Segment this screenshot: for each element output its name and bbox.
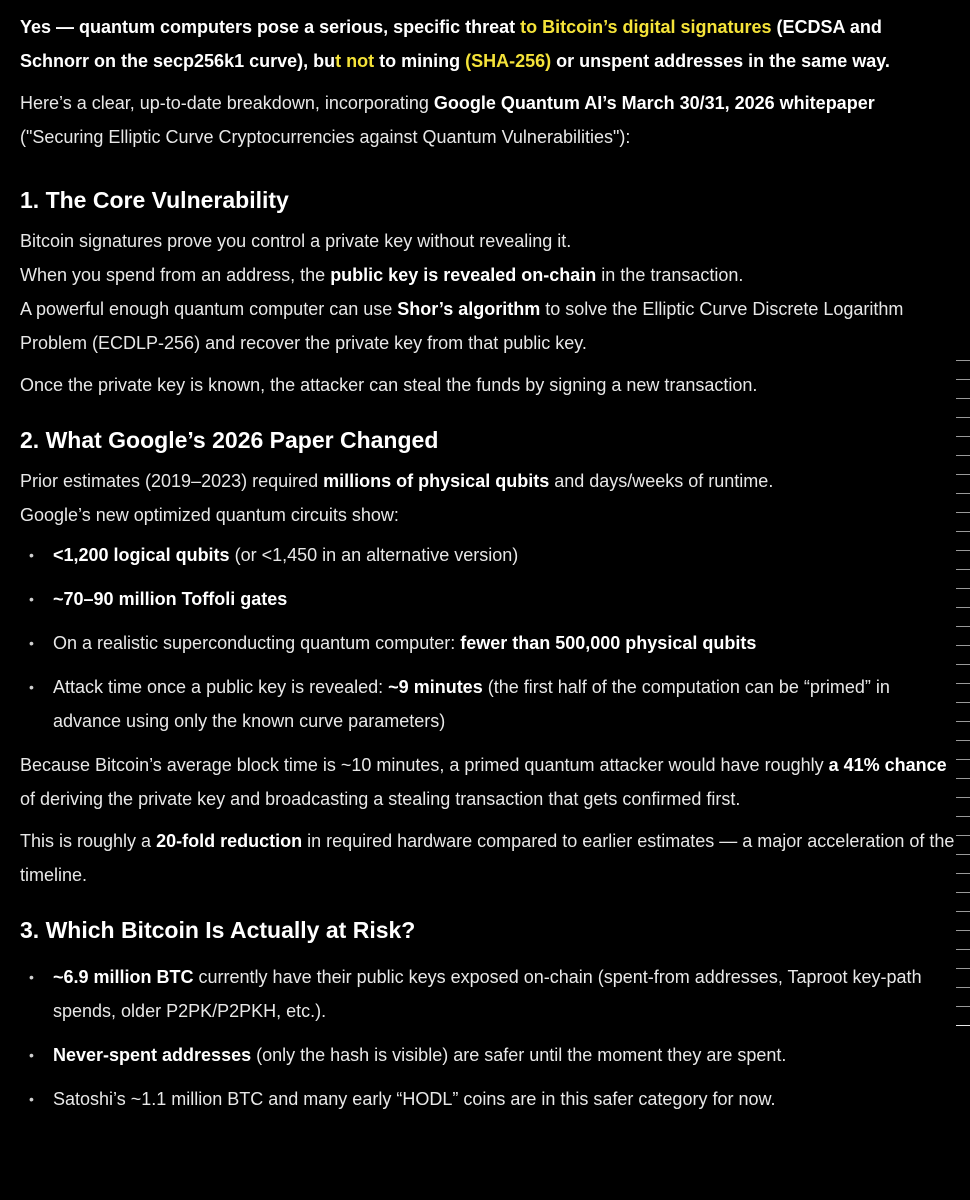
private-key-paragraph: Once the private key is known, the attacker can steal the funds by signing a new transaction.	[20, 375, 758, 395]
scroll-marker[interactable]	[956, 417, 970, 418]
scroll-marker[interactable]	[956, 987, 970, 988]
scroll-marker[interactable]	[956, 531, 970, 532]
scroll-marker[interactable]	[956, 683, 970, 684]
scroll-marker[interactable]	[956, 626, 970, 627]
scroll-marker[interactable]	[956, 721, 970, 722]
risk-list	[20, 960, 955, 1116]
scroll-marker[interactable]	[956, 436, 970, 437]
highlight-digital-signatures: to Bitcoin’s digital signatures	[520, 17, 772, 37]
response-content	[20, 10, 955, 1126]
scroll-marker[interactable]	[956, 588, 970, 589]
list-item: • Never-spent addresses (only the hash is visible) are safer until the moment they are spent.	[20, 1038, 955, 1072]
scroll-marker[interactable]	[956, 1025, 970, 1026]
highlight-sha256: (SHA-256)	[465, 51, 552, 71]
scroll-marker[interactable]	[956, 398, 970, 399]
bullet-icon: •	[29, 547, 34, 563]
bullet-icon: •	[29, 635, 34, 651]
scroll-marker[interactable]	[956, 664, 970, 665]
scroll-marker[interactable]	[956, 873, 970, 874]
scroll-marker[interactable]	[956, 379, 970, 380]
highlight-not: t not	[335, 51, 375, 71]
scroll-marker[interactable]	[956, 892, 970, 893]
list-item: • ~70–90 million Toffoli gates	[20, 582, 955, 616]
scroll-marker[interactable]	[956, 645, 970, 646]
bullet-icon: •	[29, 679, 34, 695]
scroll-marker[interactable]	[956, 702, 970, 703]
list-item: • ~6.9 million BTC currently have their public keys exposed on-chain (spent-from addresses, Taproot key-path spends, older P2PK/P2PKH, etc.).	[20, 960, 955, 1028]
scroll-marker[interactable]	[956, 816, 970, 817]
list-item: • Satoshi’s ~1.1 million BTC and many early “HODL” coins are in this safer category for now.	[20, 1082, 955, 1116]
intro-paragraph: Yes — quantum computers pose a serious, specific threat to Bitcoin’s digital signatures (ECDSA and Schnorr on the secp256k1 curve), but not to mining (SHA-256) or unspent addresses in the same way.	[20, 17, 890, 71]
scroll-marker[interactable]	[956, 930, 970, 931]
scroll-marker[interactable]	[956, 360, 970, 361]
block-time-paragraph: Because Bitcoin’s average block time is ~10 minutes, a primed quantum attacker would have roughly a 41% chance of deriving the private key and broadcasting a stealing transaction that gets confirmed first.	[20, 755, 947, 809]
section-heading-core-vulnerability: 1. The Core Vulnerability	[20, 187, 289, 213]
list-item: • <1,200 logical qubits (or <1,450 in an alternative version)	[20, 538, 955, 572]
list-item: • Attack time once a public key is revealed: ~9 minutes (the first half of the computation can be “primed” in advance using only the known curve parameters)	[20, 670, 955, 738]
list-item: • On a realistic superconducting quantum computer: fewer than 500,000 physical qubits	[20, 626, 955, 660]
scroll-marker[interactable]	[956, 759, 970, 760]
scroll-marker[interactable]	[956, 474, 970, 475]
section-heading-google-paper: 2. What Google’s 2026 Paper Changed	[20, 427, 439, 453]
scroll-marker[interactable]	[956, 949, 970, 950]
section-heading-bitcoin-at-risk: 3. Which Bitcoin Is Actually at Risk?	[20, 917, 416, 943]
scroll-marker[interactable]	[956, 550, 970, 551]
scroll-navigation-rail[interactable]	[954, 360, 970, 1060]
breakdown-paragraph: Here’s a clear, up-to-date breakdown, incorporating Google Quantum AI’s March 30/31, 2026 whitepaper ("Securing Elliptic Curve Cryptocurrencies against Quantum Vulnerabilities"):	[20, 93, 875, 147]
scroll-marker[interactable]	[956, 740, 970, 741]
core-vulnerability-paragraph: Bitcoin signatures prove you control a private key without revealing it. When you spend from an address, the public key is revealed on-chain in the transaction. A powerful enough quantum computer can use Shor’s algorithm to solve the Elliptic Curve Discrete Logarithm Problem (ECDLP-256) and recover the private key from that public key.	[20, 231, 904, 353]
scroll-marker[interactable]	[956, 911, 970, 912]
reduction-paragraph: This is roughly a 20-fold reduction in required hardware compared to earlier estimates — a major acceleration of the timeline.	[20, 831, 955, 885]
bullet-icon: •	[29, 969, 34, 985]
scroll-marker[interactable]	[956, 854, 970, 855]
scroll-marker[interactable]	[956, 607, 970, 608]
scroll-marker[interactable]	[956, 778, 970, 779]
scroll-marker[interactable]	[956, 968, 970, 969]
scroll-marker[interactable]	[956, 797, 970, 798]
bullet-icon: •	[29, 591, 34, 607]
scroll-marker[interactable]	[956, 1006, 970, 1007]
google-paper-paragraph: Prior estimates (2019–2023) required millions of physical qubits and days/weeks of runtime. Google’s new optimized quantum circuits show:	[20, 471, 774, 525]
scroll-marker[interactable]	[956, 835, 970, 836]
bullet-icon: •	[29, 1047, 34, 1063]
bullet-icon: •	[29, 1091, 34, 1107]
scroll-marker[interactable]	[956, 569, 970, 570]
scroll-marker[interactable]	[956, 512, 970, 513]
scroll-marker[interactable]	[956, 455, 970, 456]
scroll-marker[interactable]	[956, 493, 970, 494]
google-findings-list	[20, 538, 955, 738]
